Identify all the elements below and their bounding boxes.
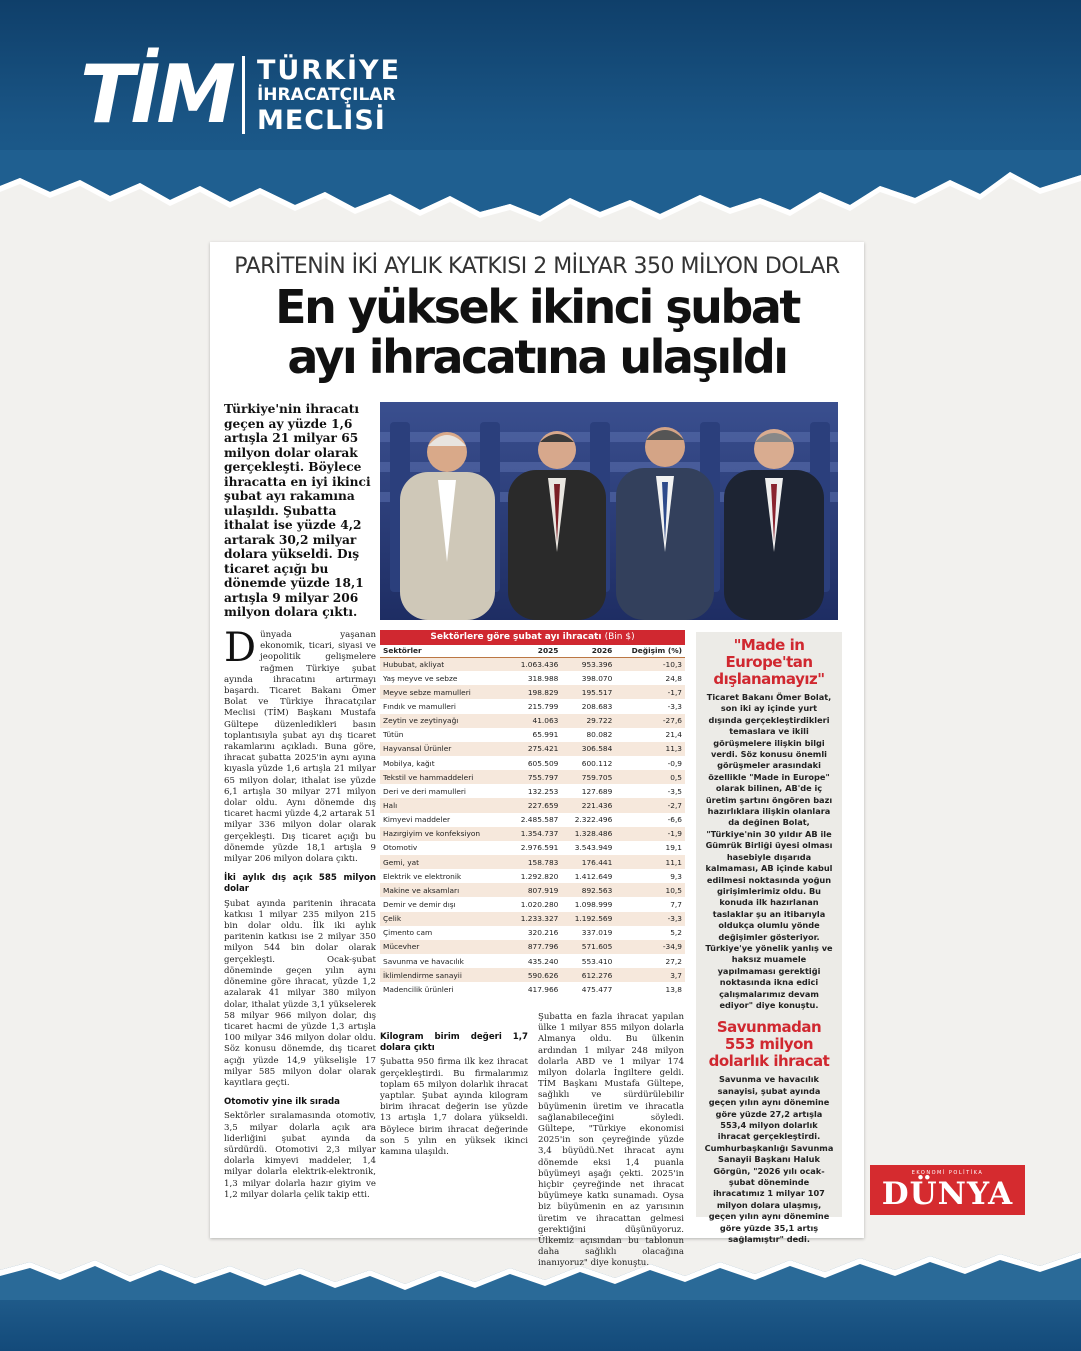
header-sector: Sektörler [380, 645, 507, 657]
cell-change: 7,7 [615, 897, 685, 911]
cell-2025: 877.796 [507, 940, 561, 954]
sidebar-heading-europe: "Made in Europe'tan dışlanamayız" [713, 636, 825, 688]
cell-2026: 221.436 [561, 798, 615, 812]
cell-change: -27,6 [615, 714, 685, 728]
cell-sector: Madencilik ürünleri [380, 982, 507, 996]
table-row [380, 671, 685, 685]
cell-change: 3,7 [615, 968, 685, 982]
cell-2025: 1.020.280 [507, 897, 561, 911]
cell-sector: Elektrik ve elektronik [380, 869, 507, 883]
cell-2025: 227.659 [507, 798, 561, 812]
cell-sector: Hazırgiyim ve konfeksiyon [380, 827, 507, 841]
cell-sector: Hayvansal Ürünler [380, 742, 507, 756]
cell-2026: 553.410 [561, 954, 615, 968]
table-row [380, 940, 685, 954]
article-body-column-2 [380, 1012, 528, 1158]
cell-2025: 2.976.591 [507, 841, 561, 855]
cell-sector: Mücevher [380, 940, 507, 954]
cell-sector: Çelik [380, 912, 507, 926]
cell-change: 21,4 [615, 728, 685, 742]
cell-2025: 590.626 [507, 968, 561, 982]
cell-2025: 807.919 [507, 883, 561, 897]
table-row [380, 756, 685, 770]
sector-export-table [380, 645, 685, 996]
dunya-tagline: EKONOMİ POLİTİKA [911, 1170, 984, 1176]
cell-change: 10,5 [615, 883, 685, 897]
cell-sector: Tekstil ve hammaddeleri [380, 770, 507, 784]
cell-2026: 306.584 [561, 742, 615, 756]
cell-2025: 275.421 [507, 742, 561, 756]
article-paragraph-1 [224, 625, 376, 865]
cell-2026: 475.477 [561, 982, 615, 996]
table-row [380, 968, 685, 982]
cell-change: -10,3 [615, 657, 685, 671]
torn-edge-top [0, 150, 1081, 230]
header-change: Değişim (%) [615, 645, 685, 657]
article-kicker: PARİTENİN İKİ AYLIK KATKISI 2 MİLYAR 350 MİLYON DOLAR [234, 254, 840, 279]
cell-2025: 1.233.327 [507, 912, 561, 926]
cell-change: 5,2 [615, 926, 685, 940]
table-row [380, 714, 685, 728]
cell-sector: Çimento cam [380, 926, 507, 940]
table-body [380, 657, 685, 996]
cell-2026: 29.722 [561, 714, 615, 728]
table-row [380, 855, 685, 869]
logo-line-3: MECLİSİ [256, 104, 386, 136]
paragraph-1-text: ünyada yaşanan ekonomik, ticari, siyasi ve jeopolitik gelişmelere rağmen Türkiye şubat ayında ihracatını artırmayı başardı. Ticaret Bakanı Ömer Bolat ve Türkiye İhracatçılar Meclisi (TİM) Başkanı Mustafa Gültepe düzenledikleri basın toplantısıyla şubat ayı dış ticaret rakamlarını açıkladı. Buna göre, ihracat şubatta 2025'in aynı ayına kıyasla yüzde 1,6 artışla 21 milyar 65 milyon dolar, ithalat ise yüzde 6,1 artışla 30 milyar 271 milyon dolar oldu. Aynı dönemde dış ticaret hacmi yüzde 4,2 artarak 51 milyar 336 milyon dolar olarak gerçekleşti. Dış ticaret açığı bu dönemde yüzde 18,1 artışla 9 milyar 206 milyon dolara çıktı. [224, 630, 376, 865]
cell-2025: 417.966 [507, 982, 561, 996]
cell-2026: 176.441 [561, 855, 615, 869]
cell-sector: Tütün [380, 728, 507, 742]
cell-2026: 208.683 [561, 699, 615, 713]
logo-wordmark [256, 54, 402, 136]
newspaper-clipping [210, 242, 864, 1269]
table-row [380, 728, 685, 742]
article-sidebar [696, 632, 842, 1245]
cell-change: 13,8 [615, 982, 685, 996]
table-title-text: Sektörlere göre şubat ayı ihracatı [430, 632, 602, 642]
cell-2025: 132.253 [507, 784, 561, 798]
table-row [380, 926, 685, 940]
cell-change: 24,8 [615, 671, 685, 685]
cell-2025: 318.988 [507, 671, 561, 685]
cell-2026: 195.517 [561, 685, 615, 699]
article-paragraph-3: Sektörler sıralamasında otomotiv, 3,5 milyar dolarla açık ara liderliğini şubat ayında da sürdürdü. Otomotivi 2,3 milyar dolarla kimyevi maddeler, 1,4 milyar dolarla elektrik-elektronik, 1,3 milyar dolarla hazır giyim ve 1,2 milyar dolarla çelik takip etti. [224, 1111, 376, 1200]
cell-2026: 953.396 [561, 657, 615, 671]
sidebar-heading-defense: Savunmadan 553 milyon dolarlık ihracat [708, 1018, 830, 1071]
cell-2025: 1.354.737 [507, 827, 561, 841]
cell-2026: 2.322.496 [561, 813, 615, 827]
dunya-wordmark: DÜNYA [881, 1176, 1014, 1212]
subheading-trade-deficit: İki aylık dış açık 585 milyon dolar [224, 873, 376, 895]
cell-2026: 337.019 [561, 926, 615, 940]
cell-change: -3,3 [615, 699, 685, 713]
table-row [380, 912, 685, 926]
cell-2026: 1.328.486 [561, 827, 615, 841]
cell-change: 11,1 [615, 855, 685, 869]
table-row [380, 685, 685, 699]
logo-line-1: TÜRKİYE [256, 54, 402, 86]
table-row [380, 657, 685, 671]
cell-sector: Fındık ve mamulleri [380, 699, 507, 713]
logo-divider [242, 56, 245, 134]
cell-sector: Gemi, yat [380, 855, 507, 869]
cell-sector: Meyve sebze mamulleri [380, 685, 507, 699]
subheading-automotive: Otomotiv yine ilk sırada [224, 1097, 340, 1108]
cell-sector: Yaş meyve ve sebze [380, 671, 507, 685]
cell-2025: 1.292.820 [507, 869, 561, 883]
cell-change: 11,3 [615, 742, 685, 756]
cell-2025: 215.799 [507, 699, 561, 713]
article-paragraph-5: Şubatta en fazla ihracat yapılan ülke 1 milyar 855 milyon dolarla Almanya oldu. Bu ülkenin ardından 1 milyar 248 milyon dolarla ABD ve 1 milyar 174 milyon dolarla İngiltere geldi. TİM Başkanı Mustafa Gültepe, sağlıklı ve sürdürülebilir büyümenin üretim ve ihracatla sağlanabileceğini söyledi. Gültepe, "Türkiye ekonomisi 2025'in son çeyreğinde yüzde 3,4 büyüdü.Net ihracat aynı dönemde eksi 1,4 puanla büyümeyi aşağı çekti. 2025'in hiçbir çeyreğinde net ihracat büyümeye katkı sunamadı. Oysa biz büyümenin en az yarısının üretim ve ihracattan gelmesi gerektiğini düşünüyoruz. Ülkemiz açısından bu tablonun daha sağlıklı olacağına inanıyoruz" diye konuştu. [538, 1012, 684, 1269]
table-row [380, 954, 685, 968]
header-2025: 2025 [507, 645, 561, 657]
cell-change: 0,5 [615, 770, 685, 784]
cell-2026: 1.098.999 [561, 897, 615, 911]
cell-sector: Makine ve aksamları [380, 883, 507, 897]
article-lead: Türkiye'nin ihracatı geçen ay yüzde 1,6 artışla 21 milyar 65 milyon dolar olarak gerçekleşti. Böylece ihracatta en iyi ikinci şubat ayı rakamına ulaşıldı. Şubatta ithalat ise yüzde 4,2 artarak 30,2 milyar dolara yükseldi. Dış ticaret açığı bu dönemde yüzde 18,1 artışla 9 milyar 206 milyon dolara çıktı. [224, 402, 371, 619]
article-paragraph-4: Şubatta 950 firma ilk kez ihracat gerçekleştirdi. Bu firmalarımız toplam 65 milyon dolarlık ihracat yaptılar. Şubat ayında kilogram birim ihracat değerin ise yüzde 13 artışla 1,7 dolara yükseldi. Böylece birim ihracat değerinde son 5 yılın en yüksek ikinci kamına ulaşıldı. [380, 1057, 528, 1158]
sidebar-paragraph-europe: Ticaret Bakanı Ömer Bolat, son iki ay içinde yurt dışında gerçekleştirdikleri temaslara ve ikili görüşmelere ilişkin bilgi verdi. Söz konusu önemli görüşmeler arasındaki özellikle "Made in Europe" olarak bilinen, AB'de iç üretim şartını öngören bazı hazırlıklara ilişkin olanlara da değinen Bolat, "Türkiye'nin 30 yıldır AB ile Gümrük Birliği üyesi olması hasebiyle dışarıda kalmaması, AB içinde kabul edilmesi noktasında yoğun girişimlerimiz oldu. Bu konuda ilk hazırlanan taslaklar şu an itibarıyla oldukça olumlu yönde değişimler gösteriyor. Türkiye'ye yönelik yanlış ve haksız muamele yapılmaması gerektiği noktasında ikna edici çalışmalarımız devam ediyor" diye konuştu. [705, 692, 833, 1010]
cell-2025: 755.797 [507, 770, 561, 784]
table-row [380, 869, 685, 883]
cell-change: 27,2 [615, 954, 685, 968]
cell-2026: 1.412.649 [561, 869, 615, 883]
cell-change: 9,3 [615, 869, 685, 883]
article-body-column-3 [538, 1012, 684, 1270]
cell-2026: 1.192.569 [561, 912, 615, 926]
cell-2026: 759.705 [561, 770, 615, 784]
cell-sector: Hububat, akliyat [380, 657, 507, 671]
cell-change: 19,1 [615, 841, 685, 855]
tim-logo [80, 48, 402, 141]
cell-sector: Otomotiv [380, 841, 507, 855]
table-row [380, 770, 685, 784]
cell-2025: 1.063.436 [507, 657, 561, 671]
table-unit: (Bin $) [604, 632, 635, 642]
cell-2025: 41.063 [507, 714, 561, 728]
table-row [380, 897, 685, 911]
cell-2025: 198.829 [507, 685, 561, 699]
table-row [380, 784, 685, 798]
cell-sector: Mobilya, kağıt [380, 756, 507, 770]
cell-change: -3,3 [615, 912, 685, 926]
cell-2025: 2.485.587 [507, 813, 561, 827]
subheading-unit-value: Kilogram birim değeri 1,7 dolara çıktı [380, 1032, 528, 1054]
table-row [380, 798, 685, 812]
photo-illustration [380, 402, 838, 620]
table-title [380, 630, 685, 645]
table-row [380, 841, 685, 855]
cell-2026: 398.070 [561, 671, 615, 685]
table-row [380, 883, 685, 897]
cell-2026: 571.605 [561, 940, 615, 954]
logo-tim-mark: TİM [80, 48, 232, 141]
table-row [380, 742, 685, 756]
cell-sector: İklimlendirme sanayii [380, 968, 507, 982]
cell-change: -3,5 [615, 784, 685, 798]
cell-2026: 892.563 [561, 883, 615, 897]
cell-2026: 127.689 [561, 784, 615, 798]
header-2026: 2026 [561, 645, 615, 657]
cell-change: -1,7 [615, 685, 685, 699]
cell-sector: Halı [380, 798, 507, 812]
press-conference-photo [380, 402, 838, 620]
cell-sector: Demir ve demir dışı [380, 897, 507, 911]
dunya-logo [870, 1165, 1025, 1215]
cell-2025: 158.783 [507, 855, 561, 869]
drop-cap: D [224, 625, 257, 671]
table-row [380, 982, 685, 996]
cell-change: -6,6 [615, 813, 685, 827]
table-row [380, 699, 685, 713]
cell-2025: 435.240 [507, 954, 561, 968]
cell-sector: Kimyevi maddeler [380, 813, 507, 827]
headline-line-2: ayı ihracatına ulaşıldı [287, 330, 787, 384]
cell-2026: 612.276 [561, 968, 615, 982]
cell-2025: 65.991 [507, 728, 561, 742]
table-row [380, 827, 685, 841]
cell-2026: 80.082 [561, 728, 615, 742]
logo-line-2: İHRACATÇILAR [256, 84, 396, 105]
cell-sector: Savunma ve havacılık [380, 954, 507, 968]
cell-sector: Zeytin ve zeytinyağı [380, 714, 507, 728]
cell-change: -34,9 [615, 940, 685, 954]
cell-2025: 605.509 [507, 756, 561, 770]
headline-line-1: En yüksek ikinci şubat [275, 280, 799, 334]
cell-change: -0,9 [615, 756, 685, 770]
sidebar-paragraph-defense: Savunma ve havacılık sanayisi, şubat ayında geçen yılın aynı dönemine göre yüzde 27,2 artışla 553,4 milyon dolarlık ihracat gerçekleştirdi. Cumhurbaşkanlığı Savunma Sanayii Başkanı Haluk Görgün, "2026 yılı ocak-şubat döneminde ihracatımız 1 milyar 107 milyon dolara ulaşmış, geçen yılın aynı dönemine göre yüzde 35,1 artış sağlamıştır" dedi. [704, 1074, 834, 1245]
article-paragraph-2: Şubat ayında paritenin ihracata katkısı 1 milyar 235 milyon 215 bin dolar oldu. İlk iki aylık paritenin katkısı ise 2 milyar 350 milyon 544 bin dolar olarak gerçekleşti. Ocak-şubat döneminde geçen yılın aynı dönemine göre ihracat, yüzde 1,2 azalarak 41 milyar 380 milyon dolar, ithalat yüzde 3,1 yükselerek 58 milyar 966 milyon dolar, dış ticaret hacmi de yüzde 1,3 artışla 100 milyar 346 milyon dolar oldu. Söz konusu dönemde, dış ticaret açığı yüzde 14,9 yükselişle 17 milyar 585 milyon dolar olarak kayıtlara geçti. [224, 898, 376, 1088]
cell-2026: 600.112 [561, 756, 615, 770]
cell-sector: Deri ve deri mamulleri [380, 784, 507, 798]
cell-change: -2,7 [615, 798, 685, 812]
cell-2026: 3.543.949 [561, 841, 615, 855]
cell-change: -1,9 [615, 827, 685, 841]
table-header-row [380, 645, 685, 657]
article-body-column-1 [224, 625, 376, 1201]
article-headline [210, 282, 864, 382]
table-row [380, 813, 685, 827]
cell-2025: 320.216 [507, 926, 561, 940]
